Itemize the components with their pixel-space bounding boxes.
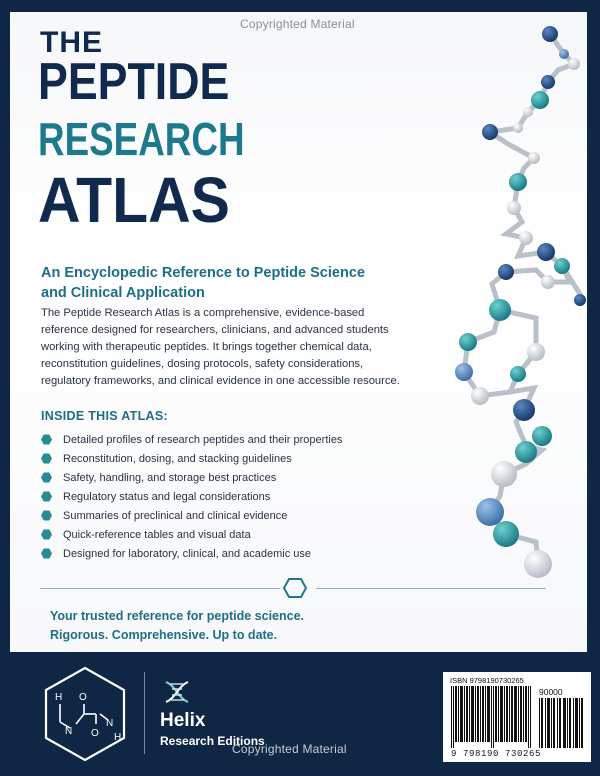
peptide-molecule-illustration — [440, 12, 590, 582]
hexagon-divider-icon — [283, 577, 307, 599]
list-item — [41, 506, 342, 525]
barcode-icon — [451, 686, 533, 748]
logo-atom-n: N — [65, 726, 73, 737]
tagline — [50, 607, 304, 645]
list-item-text: Quick-reference tables and visual data — [63, 528, 251, 541]
list-item — [41, 487, 342, 506]
list-item-text: Reconstitution, dosing, and stacking guidelines — [63, 452, 292, 465]
title-peptide: PEPTIDE — [38, 53, 230, 111]
title-research: RESEARCH — [38, 113, 245, 165]
logo-atom-n: N — [106, 718, 114, 729]
inside-heading: INSIDE THIS ATLAS: — [41, 409, 168, 423]
list-item-text: Safety, handling, and storage best practices — [63, 471, 277, 484]
logo-atom-o: O — [79, 692, 87, 703]
logo-atom-h: H — [114, 732, 122, 743]
barcode-panel — [443, 672, 591, 762]
inside-list — [41, 430, 342, 563]
divider-right — [316, 588, 546, 589]
hexagon-bullet-icon — [41, 434, 52, 445]
intro-paragraph: The Peptide Research Atlas is a comprehensive, evidence-based reference designed for researchers, clinicians, and advanced students working with therapeutic peptides. It brings together chemical data, reconstitution guidelines, dosing protocols, safety considerations, regulatory frameworks, and clinical evidence in one accessible resource. — [41, 307, 400, 387]
list-item — [41, 544, 342, 563]
logo-atom-h: H — [55, 692, 63, 703]
tagline-line-2: Rigorous. Comprehensive. Up to date. — [50, 628, 278, 642]
watermark-bottom: Copyrighted Material — [232, 742, 347, 756]
hexagon-bullet-icon — [41, 529, 52, 540]
title-the: THE — [40, 26, 103, 59]
watermark-top: Copyrighted Material — [240, 17, 355, 31]
logo-separator — [144, 672, 145, 754]
logo-atom-o: O — [91, 728, 99, 739]
hexagon-bullet-icon — [41, 548, 52, 559]
price-code: 90000 — [539, 687, 563, 697]
list-item — [41, 525, 342, 544]
hexagon-bullet-icon — [41, 510, 52, 521]
hexagon-bullet-icon — [41, 491, 52, 502]
hexagon-bullet-icon — [41, 453, 52, 464]
divider-left — [40, 588, 280, 589]
title-atlas: ATLAS — [38, 164, 230, 236]
list-item-text: Regulatory status and legal considerations — [63, 490, 271, 503]
publisher-subtitle: Research Editions — [160, 734, 265, 748]
isbn-label: ISBN 9798190730265 — [450, 676, 524, 685]
molecule-ring-logo-icon — [40, 664, 130, 764]
hexagon-bullet-icon — [41, 472, 52, 483]
list-item — [41, 430, 342, 449]
list-item-text: Summaries of preclinical and clinical evidence — [63, 509, 288, 522]
list-item-text: Designed for laboratory, clinical, and academic use — [63, 547, 312, 560]
list-item — [41, 468, 342, 487]
tagline-line-1: Your trusted reference for peptide science. — [50, 609, 305, 623]
list-item-text: Detailed profiles of research peptides and their properties — [63, 433, 343, 446]
list-item — [41, 449, 342, 468]
subtitle: An Encyclopedic Reference to Peptide Science and Clinical Application — [41, 265, 365, 301]
publisher-name: Helix — [160, 710, 206, 731]
dna-helix-icon — [164, 680, 190, 704]
addon-barcode-icon — [539, 698, 583, 748]
isbn-digits: 9 798190 730265 — [451, 749, 542, 759]
